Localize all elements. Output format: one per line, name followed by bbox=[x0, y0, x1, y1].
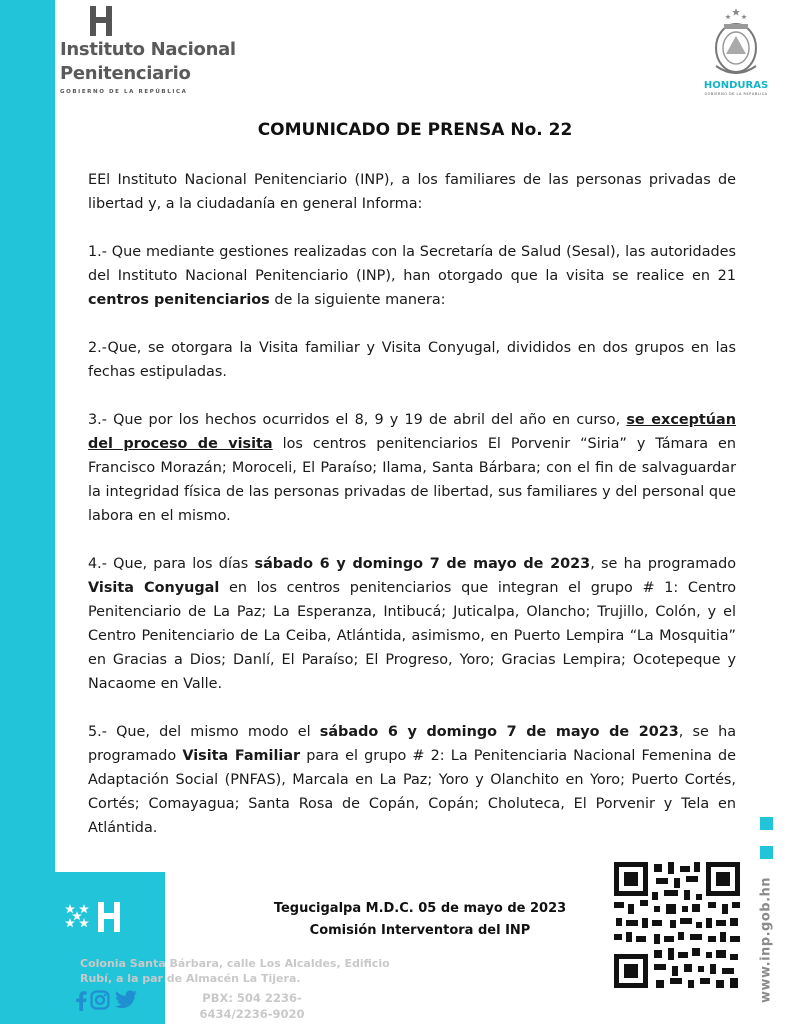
left-accent-stripe bbox=[0, 0, 55, 1024]
point-4-paragraph: 4.- Que, para los días sábado 6 y domingo 7 de mayo de 2023, se ha programado Visita Conyugal en los centros penitenciarios que integran el grupo # 1: Centro Penitenciario de La Paz; La Esperanza, Intibucá; Juticalpa, Olancho; Trujillo, Colón, y el Centro Penitenciario de La Ceiba, Atlántida, asimismo, en Puerto Lempira “La Mosquitia” en Gracias a Dios; Danlí, El Paraíso; El Progreso, Yoro; Gracias Lempira; Ocotepeque y Nacaome en Valle. bbox=[88, 556, 737, 692]
point-2-paragraph: 2.-Que, se otorgara la Visita familiar y Visita Conyugal, divididos en dos grupos en las fechas estipuladas. bbox=[88, 340, 736, 380]
website-link[interactable]: www.inp.gob.hn bbox=[758, 876, 774, 1004]
footer-address: Colonia Santa Bárbara, calle Los Alcaldes, Edificio Rubí, a la par de Almacén La Tijera. bbox=[80, 957, 390, 985]
accent-square bbox=[760, 846, 773, 859]
org-subtitle: GOBIERNO DE LA REPÚBLICA bbox=[60, 89, 188, 95]
point-5-paragraph: 5.- Que, del mismo modo el sábado 6 y domingo 7 de mayo de 2023, se ha programado Visita Familiar para el grupo # 2: La Penitenciaria Nacional Femenina de Adaptación Social (PNFAS), Marcala en La Paz; Yoro y Olanchito en Yoro; Puerto Cortés, Cortés; Comayagua; Santa Rosa de Copán, Copán; Choluteca, El Porvenir y Tela en Atlántida. bbox=[88, 724, 737, 836]
social-icons bbox=[74, 988, 144, 1012]
twitter-icon[interactable] bbox=[114, 990, 138, 1010]
footer-phone bbox=[172, 990, 332, 1022]
place-date: Tegucigalpa M.D.C. 05 de mayo de 2023 bbox=[273, 901, 567, 916]
point-1-paragraph: 1.- Que mediante gestiones realizadas con la Secretaría de Salud (Sesal), las autoridades del Instituto Nacional Penitenciario (INP), han otorgado que la visita se realice en 21 centros penitenciarios de la siguiente manera: bbox=[88, 244, 736, 308]
press-release-title: COMUNICADO DE PRENSA No. 22 bbox=[257, 120, 573, 140]
country-name: HONDURAS bbox=[703, 80, 769, 91]
website-vertical[interactable] bbox=[751, 870, 781, 1010]
inp-h-logo-icon bbox=[58, 4, 118, 40]
accent-square bbox=[760, 817, 773, 830]
intro-paragraph: EEl Instituto Nacional Penitenciario (INP), a los familiares de las personas privadas de libertad y, a la ciudadanía en general Informa: bbox=[88, 172, 736, 212]
org-name-line2: Penitenciario bbox=[60, 63, 191, 84]
signature-block bbox=[240, 898, 600, 942]
qr-code-icon bbox=[612, 860, 742, 990]
phone-line2: 6434/2236-9020 bbox=[199, 1007, 305, 1021]
instagram-icon[interactable] bbox=[90, 990, 110, 1010]
press-release-body bbox=[88, 168, 736, 864]
facebook-icon[interactable] bbox=[74, 989, 88, 1011]
phone-line1: PBX: 504 2236- bbox=[202, 991, 302, 1005]
footer-inp-logo-icon bbox=[62, 898, 132, 934]
honduras-emblem bbox=[700, 6, 772, 98]
coat-of-arms-icon bbox=[700, 6, 772, 80]
country-subtitle: GOBIERNO DE LA REPÚBLICA bbox=[704, 92, 768, 96]
inp-logo bbox=[58, 4, 258, 96]
side-accent-squares bbox=[760, 817, 774, 875]
point-3-paragraph: 3.- Que por los hechos ocurridos el 8, 9 y 19 de abril del año en curso, se exceptúan del proceso de visita los centros penitenciarios El Porvenir “Siria” y Támara en Francisco Morazán; Moroceli, El Paraíso; Ilama, Santa Bárbara; con el fin de salvaguardar la integridad física de las personas privadas de libertad, sus familiares y del personal que labora en el mismo. bbox=[88, 412, 737, 524]
org-name-line1: Instituto Nacional bbox=[60, 39, 236, 60]
signer: Comisión Interventora del INP bbox=[309, 923, 531, 938]
